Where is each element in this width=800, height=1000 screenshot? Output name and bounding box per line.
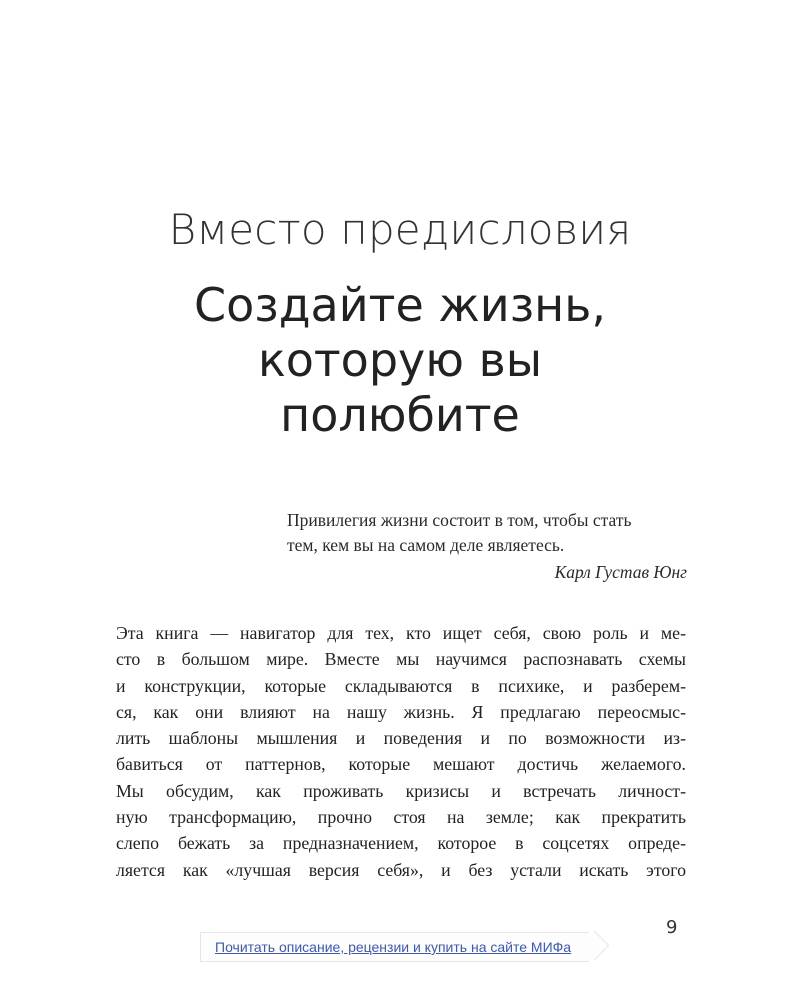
epigraph-author: Карл Густав Юнг <box>554 562 687 582</box>
epigraph-line: тем, кем вы на самом деле являетесь. <box>287 535 565 555</box>
epigraph-quote <box>287 508 687 558</box>
chapter-title-line: которую вы <box>257 333 543 387</box>
body-line: ную трансформацию, прочно стоя на земле; как прекратить <box>116 807 686 828</box>
buy-on-mif-link[interactable]: Почитать описание, рецензии и купить на сайте МИФа <box>215 939 572 955</box>
body-line: Эта книга — навигатор для тех, кто ищет себя, свою роль и ме- <box>116 623 686 643</box>
body-paragraph <box>116 620 686 883</box>
chapter-title <box>0 278 800 443</box>
page-number: 9 <box>666 917 678 938</box>
body-line: ся, как они влияют на нашу жизнь. Я предлагаю переосмыс- <box>116 701 686 722</box>
chapter-title-line: Создайте жизнь, <box>194 278 606 332</box>
chapter-title-line: полюбите <box>280 388 520 442</box>
body-line: слепо бежать за предназначением, которое в соцсетях опреде- <box>116 833 686 854</box>
body-line: Мы обсудим, как проживать кризисы и встречать личност- <box>116 780 686 801</box>
section-pretitle: Вместо предисловия <box>168 205 632 254</box>
body-line: бавиться от паттернов, которые мешают достичь желаемого. <box>116 754 686 775</box>
body-line: и конструкции, которые складываются в психике, и разберем- <box>116 675 686 696</box>
body-line: сто в большом мире. Вместе мы научимся распознавать схемы <box>116 649 686 670</box>
promo-banner[interactable] <box>200 932 596 962</box>
epigraph-line: Привилегия жизни состоит в том, чтобы стать <box>287 510 632 530</box>
body-line: ляется как «лучшая версия себя», и без устали искать этого <box>116 859 686 880</box>
body-line: лить шаблоны мышления и поведения и по возможности из- <box>116 728 686 749</box>
